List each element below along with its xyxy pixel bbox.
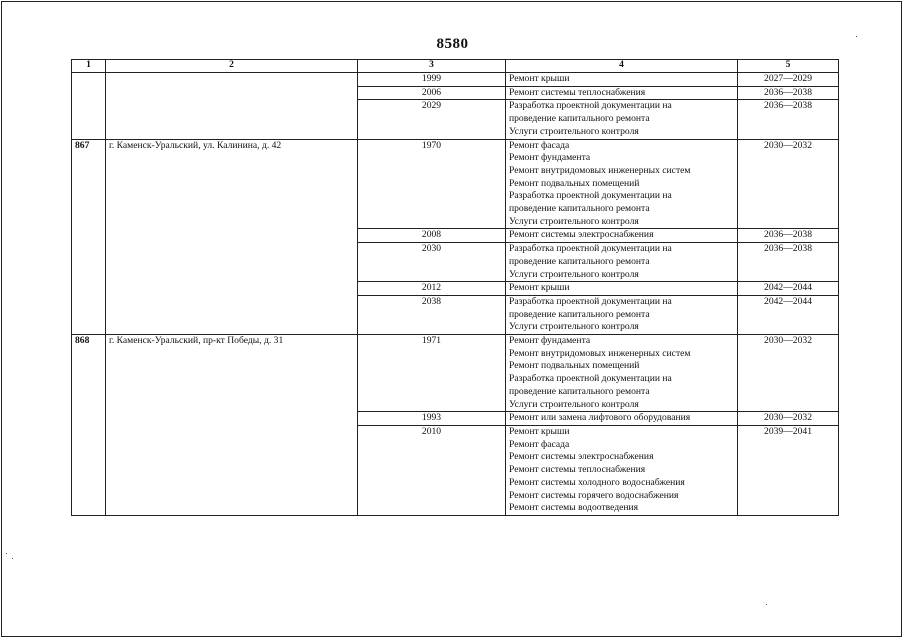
work-item: Ремонт крыши	[509, 73, 570, 84]
period-cell: 2030—2032	[738, 335, 839, 412]
row-number-cell: 868	[72, 335, 106, 516]
table-row	[72, 335, 839, 412]
year-cell: 1970	[358, 139, 506, 229]
table-row	[72, 139, 839, 229]
column-header: 2	[106, 60, 358, 73]
work-item: Ремонт внутридомовых инженерных систем	[509, 347, 691, 359]
year-cell: 2012	[358, 282, 506, 296]
row-number-cell: 867	[72, 139, 106, 335]
year-cell: 2010	[358, 425, 506, 515]
work-item: Услуги строительного контроля	[509, 125, 639, 137]
column-header: 1	[72, 60, 106, 73]
works-cell	[506, 100, 738, 139]
work-item: Ремонт фасада	[509, 438, 570, 450]
table-row	[72, 73, 839, 87]
address-cell: г. Каменск-Уральский, ул. Калинина, д. 42	[106, 139, 358, 335]
work-item: Разработка проектной документации на	[509, 190, 672, 202]
work-item: проведение капитального ремонта	[509, 308, 650, 320]
row-number-cell	[72, 73, 106, 140]
table-body	[72, 73, 839, 516]
work-item: Ремонт системы холодного водоснабжения	[509, 476, 685, 488]
column-header: 3	[358, 60, 506, 73]
work-item: проведение капитального ремонта	[509, 113, 650, 125]
work-item: Ремонт системы водоотведения	[509, 502, 639, 514]
page-number: 8580	[436, 36, 469, 52]
works-cell	[506, 86, 738, 100]
works-cell	[506, 425, 738, 515]
period-cell: 2027—2029	[738, 73, 839, 87]
works-cell	[506, 229, 738, 243]
period-cell: 2042—2044	[738, 295, 839, 334]
year-cell: 2030	[358, 243, 506, 282]
work-item: Ремонт фундамента	[509, 152, 591, 164]
period-cell: 2036—2038	[738, 229, 839, 243]
work-item: Ремонт крыши	[509, 425, 570, 437]
work-item: проведение капитального ремонта	[509, 385, 650, 397]
work-item: Разработка проектной документации на	[509, 295, 672, 307]
scan-speck	[856, 36, 857, 37]
work-item: Ремонт внутридомовых инженерных систем	[509, 164, 691, 176]
work-item: проведение капитального ремонта	[509, 203, 650, 215]
work-item: Ремонт крыши	[509, 282, 570, 294]
works-cell	[506, 282, 738, 296]
year-cell: 1999	[358, 73, 506, 87]
period-cell: 2036—2038	[738, 243, 839, 282]
year-cell: 2008	[358, 229, 506, 243]
works-cell	[506, 243, 738, 282]
work-item: Ремонт системы теплоснабжения	[509, 464, 646, 476]
work-item: Услуги строительного контроля	[509, 321, 639, 333]
address-cell: г. Каменск-Уральский, пр-кт Победы, д. 31	[106, 335, 358, 516]
year-cell: 2029	[358, 100, 506, 139]
work-item: Услуги строительного контроля	[509, 215, 639, 227]
works-cell	[506, 335, 738, 412]
period-cell: 2036—2038	[738, 100, 839, 139]
work-item: Разработка проектной документации на	[509, 243, 672, 255]
period-cell: 2042—2044	[738, 282, 839, 296]
work-item: Ремонт системы электроснабжения	[509, 451, 654, 463]
work-item: Разработка проектной документации на	[509, 373, 672, 385]
work-item: Ремонт фундамента	[509, 335, 591, 347]
scan-speck	[6, 553, 7, 554]
work-item: Ремонт системы теплоснабжения	[509, 86, 646, 98]
work-item: Ремонт системы электроснабжения	[509, 229, 654, 241]
header-row	[72, 60, 839, 73]
column-header: 5	[738, 60, 839, 73]
period-cell: 2036—2038	[738, 86, 839, 100]
works-cell	[506, 412, 738, 426]
works-cell	[506, 295, 738, 334]
year-cell: 2006	[358, 86, 506, 100]
capital-repair-table	[71, 59, 839, 516]
work-item: Услуги строительного контроля	[509, 398, 639, 410]
address-cell	[106, 73, 358, 140]
work-item: Ремонт или замена лифтового оборудования	[509, 412, 691, 424]
works-cell	[506, 139, 738, 229]
year-cell: 1993	[358, 412, 506, 426]
scan-speck	[766, 604, 767, 605]
year-cell: 2038	[358, 295, 506, 334]
work-item: Ремонт системы горячего водоснабжения	[509, 489, 679, 501]
period-cell: 2039—2041	[738, 425, 839, 515]
column-header: 4	[506, 60, 738, 73]
work-item: Услуги строительного контроля	[509, 268, 639, 280]
work-item: Ремонт подвальных помещений	[509, 177, 640, 189]
works-cell	[506, 73, 738, 87]
work-item: Разработка проектной документации на	[509, 100, 672, 112]
year-cell: 1971	[358, 335, 506, 412]
work-item: проведение капитального ремонта	[509, 255, 650, 267]
scan-speck	[12, 558, 13, 559]
period-cell: 2030—2032	[738, 139, 839, 229]
work-item: Ремонт фасада	[509, 139, 570, 151]
period-cell: 2030—2032	[738, 412, 839, 426]
work-item: Ремонт подвальных помещений	[509, 360, 640, 372]
